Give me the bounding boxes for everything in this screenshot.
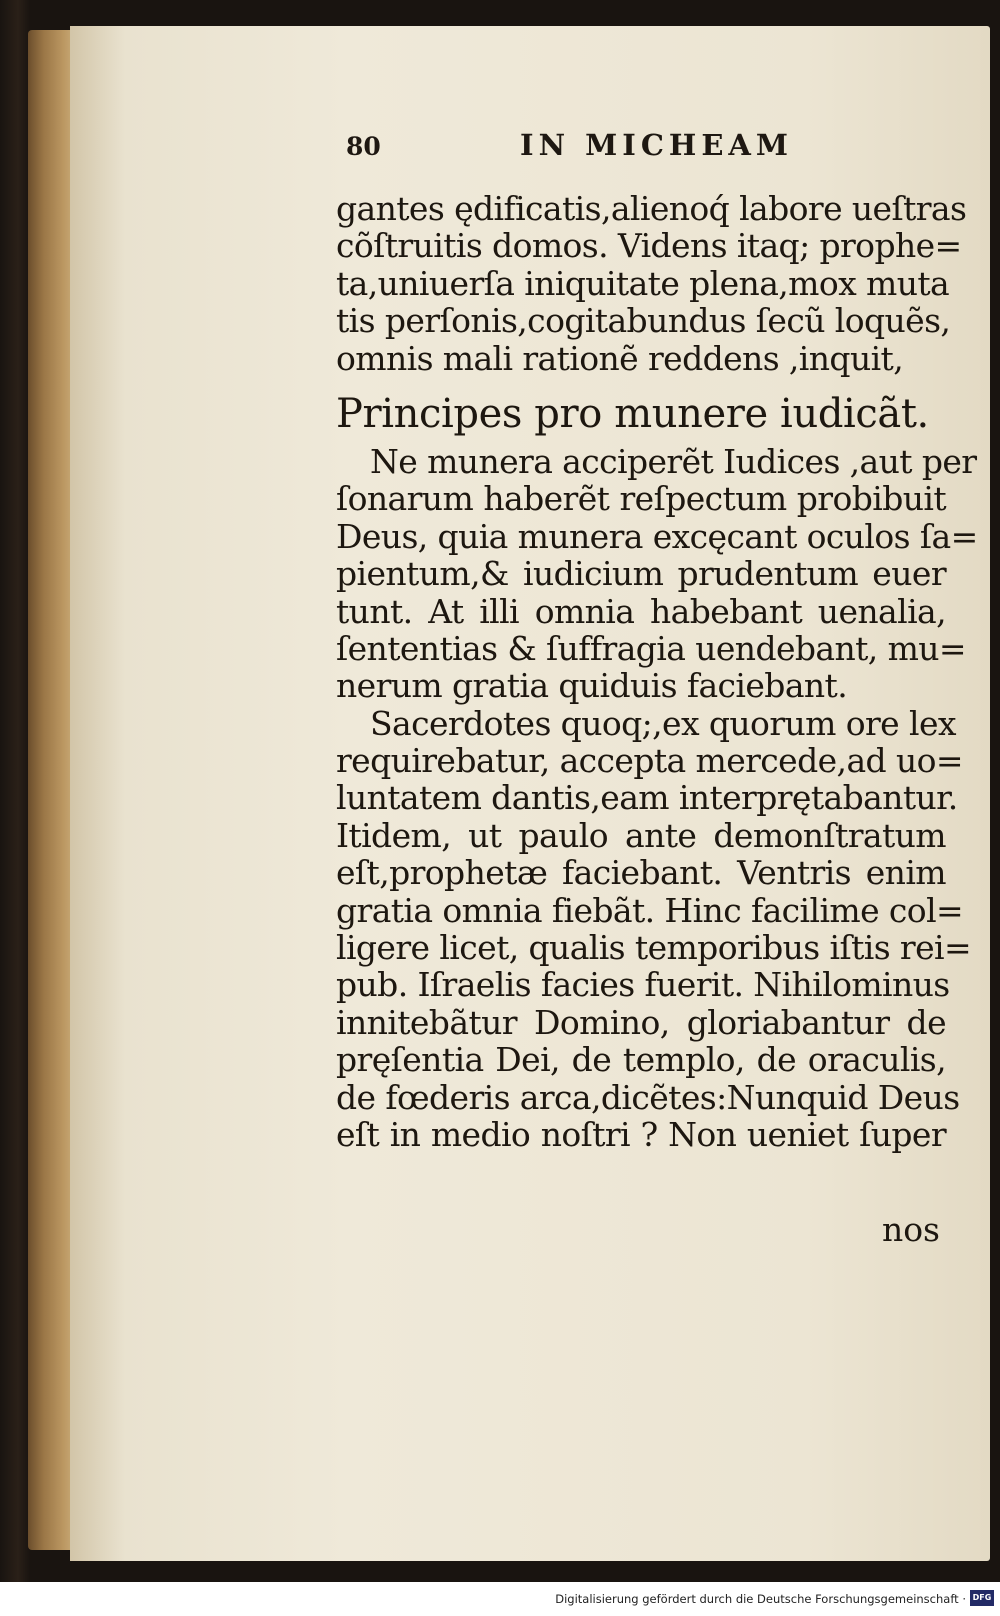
text-line: cõſtruitis domos. Videns itaq; prophe= [336,226,962,266]
text-line: omnis mali rationẽ reddens ,inquit, [336,338,904,378]
text-line: ſonarum haberẽt reſpectum probibuit [336,479,946,519]
text-line: Deus, quia munera excęcant oculos ſa= [336,516,978,556]
text-line: de fœderis arca,dicẽtes:Nunquid Deus [336,1077,960,1117]
text-line: Itidem, ut paulo ante demonſtratum [336,815,946,855]
text-line: pręſentia Dei, de templo, de oraculis, [336,1040,946,1080]
section-heading: Principes pro munere iudicãt. [336,390,929,437]
text-line: ta,uniuerſa iniquitate plena,mox muta [336,263,950,303]
text-line: ligere licet, qualis temporibus iſtis rei= [336,928,972,968]
text-line: tis perſonis,cogitabundus ſecũ loquẽs, [336,301,951,341]
text-line: tunt. At illi omnia habebant uenalia, [336,591,946,631]
text-line: pientum,& iudicium prudentum euer [336,554,946,594]
text-line: gantes ędificatis,alienoq́ labore ueſtras [336,189,967,228]
funding-note: Digitalisierung gefördert durch die Deutsche Forschungsgemeinschaft · [555,1592,966,1606]
text-line: ſententias & ſuffragia uendebant, mu= [336,628,966,668]
text-line: requirebatur, accepta mercede,ad uo= [336,741,963,781]
text-line: eſt in medio noſtri ? Non ueniet ſuper [336,1114,946,1154]
text-line: Ne munera acciperẽt Iudices ,aut per [370,441,977,481]
catchword: nos [881,1210,940,1249]
text-line: nerum gratia quiduis faciebant. [336,666,848,706]
dfg-logo-icon: DFG [970,1590,994,1606]
text-line: innitebãtur Domino, gloriabantur de [336,1002,946,1042]
text-line: eſt,prophetæ faciebant. Ventris enim [336,853,946,893]
text-line: luntatem dantis,eam interprętabantur. [336,778,958,818]
text-line: pub. Iſraelis facies fuerit. Nihilominus [336,965,950,1005]
page-number: 80 [346,132,381,161]
running-head [0,128,1000,168]
text-line: gratia omnia fiebãt. Hinc facilime col= [336,890,964,930]
running-title: IN MICHEAM [520,128,794,162]
footer-strip [0,1582,1000,1616]
text-block [336,189,978,1154]
text-line: Sacerdotes quoq;,ex quorum ore lex [370,703,956,743]
